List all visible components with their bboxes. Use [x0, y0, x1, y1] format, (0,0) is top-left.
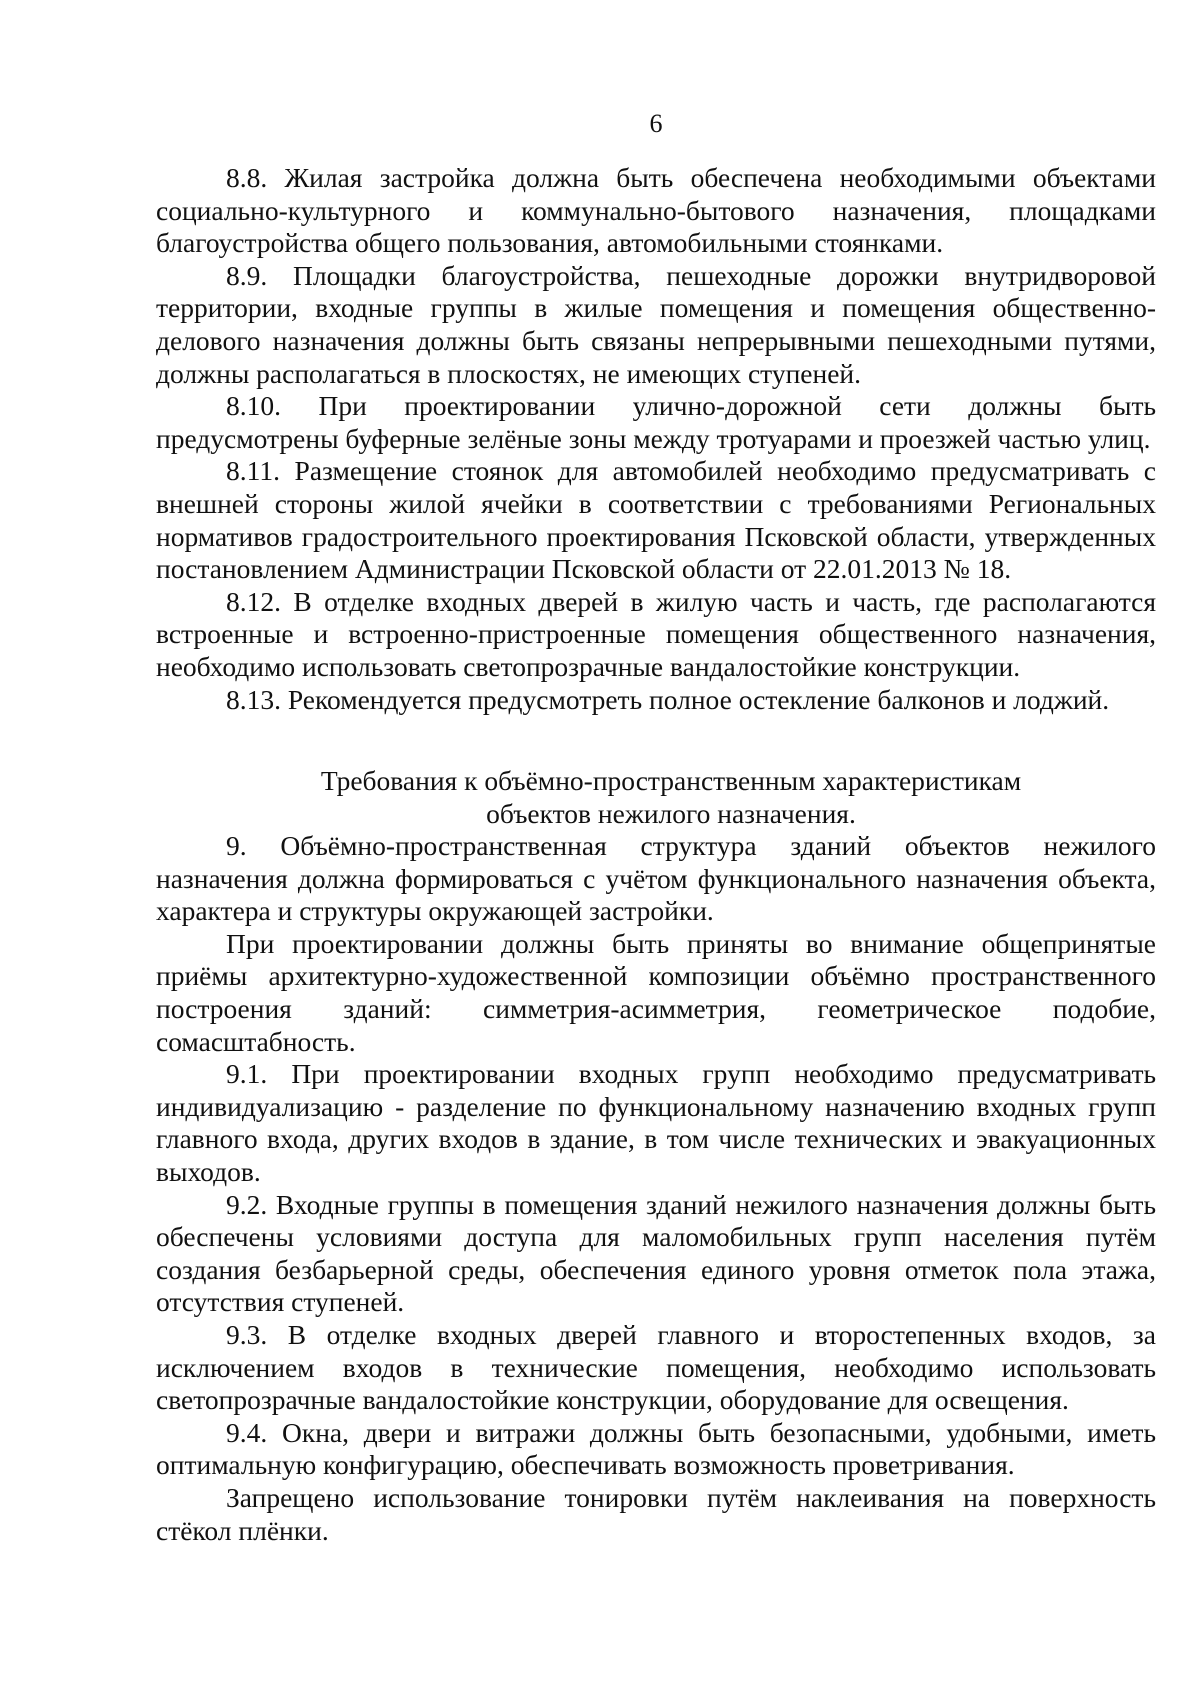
document-page	[156, 108, 1156, 1547]
page-number: 6	[649, 109, 663, 138]
paragraph-9-3: 9.3. В отделке входных дверей главного и второстепенных входов, за исключением входов в технические помещения, необходимо использовать светопрозрачные вандалостойкие конструкции, оборудование для освещения.	[156, 1319, 1156, 1416]
section-heading-line-1: Требования к объёмно-пространственным характеристикам	[320, 765, 1022, 797]
paragraph-8-10: 8.10. При проектировании улично-дорожной сети должны быть предусмотрены буферные зелёные зоны между тротуарами и проезжей частью улиц.	[156, 390, 1156, 454]
paragraph-8-11: 8.11. Размещение стоянок для автомобилей необходимо предусматривать с внешней стороны жилой ячейки в соответствии с требованиями Региональных нормативов градостроительного проектирования Псковской области, утвержденных постановлением Администрации Псковской области от 22.01.2013 № 18.	[156, 455, 1156, 585]
paragraph-9-composition: При проектировании должны быть приняты во внимание общепринятые приёмы архитектурно-художественной композиции объёмно пространственного построения зданий: симметрия-асимметрия, геометрическое подобие, сомасштабность.	[156, 927, 1156, 1057]
paragraph-8-8: 8.8. Жилая застройка должна быть обеспечена необходимыми объектами социально-культурного и коммунально-бытового назначения, площадками благоустройства общего пользования, автомобильными стоянками.	[156, 162, 1156, 259]
paragraph-9-1: 9.1. При проектировании входных групп необходимо предусматривать индивидуализацию - разделение по функциональному назначению входных групп главного входа, других входов в здание, в том числе технических и эвакуационных выходов.	[156, 1058, 1156, 1188]
paragraph-8-12: 8.12. В отделке входных дверей в жилую часть и часть, где располагаются встроенные и встроенно-пристроенные помещения общественного назначения, необходимо использовать светопрозрачные вандалостойкие конструкции.	[156, 585, 1156, 682]
section-heading	[156, 764, 1156, 830]
section-heading-line-2: объектов нежилого назначения.	[486, 798, 856, 830]
paragraph-8-9: 8.9. Площадки благоустройства, пешеходные дорожки внутридворовой территории, входные группы в жилые помещения и помещения общественно-делового назначения должны быть связаны непрерывными пешеходными путями, должны располагаться в плоскостях, не имеющих ступеней.	[156, 259, 1156, 389]
paragraph-9: 9. Объёмно-пространственная структура зданий объектов нежилого назначения должна формироваться с учётом функционального назначения объекта, характера и структуры окружающей застройки.	[156, 830, 1156, 927]
paragraph-9-4-tinting: Запрещено использование тонировки путём наклеивания на поверхность стёкол плёнки.	[156, 1481, 1156, 1546]
paragraph-8-13: 8.13. Рекомендуется предусмотреть полное остекление балконов и лоджий.	[226, 683, 1110, 715]
paragraph-9-2: 9.2. Входные группы в помещения зданий нежилого назначения должны быть обеспечены условиями доступа для маломобильных групп населения путём создания безбарьерной среды, обеспечения единого уровня отметок пола этажа, отсутствия ступеней.	[156, 1188, 1156, 1318]
paragraph-9-4: 9.4. Окна, двери и витражи должны быть безопасными, удобными, иметь оптимальную конфигурацию, обеспечивать возможность проветривания.	[156, 1416, 1156, 1481]
